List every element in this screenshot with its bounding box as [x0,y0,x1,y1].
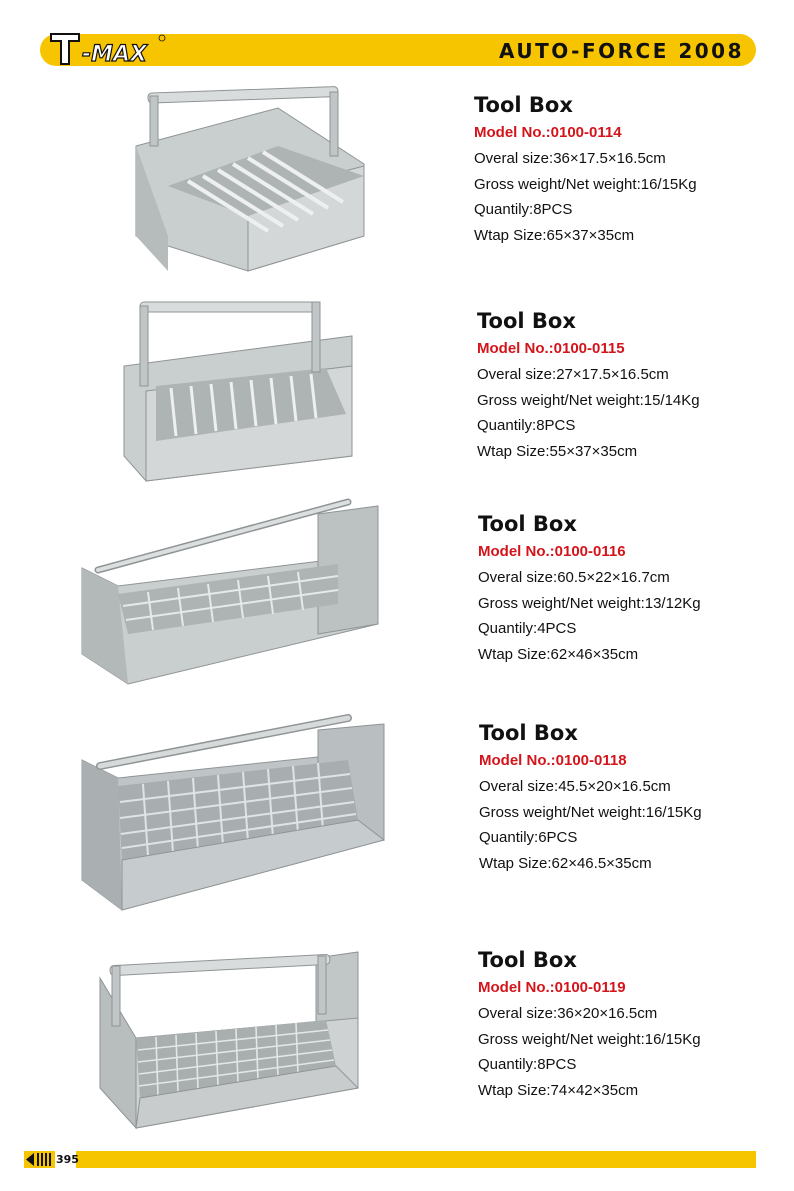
spec-wrap-size: Wtap Size:62×46.5×35cm [479,854,652,872]
spec-overall-size: Overal size:45.5×20×16.5cm [479,778,671,795]
product-title: Tool Box [478,948,577,972]
spec-weight: Gross weight/Net weight:16/15Kg [478,1030,701,1048]
tool-box-image [78,710,388,916]
spec-weight: Gross weight/Net weight:15/14Kg [477,391,700,409]
spec-quantity: Quantily:8PCS [478,1056,577,1073]
spec-quantity: Quantily:6PCS [479,829,578,846]
spec-wrap-size: Wtap Size:55×37×35cm [477,442,638,460]
product-info [479,721,779,876]
product-info [477,309,777,464]
spec-overall-size: Overal size:36×17.5×16.5cm [474,150,666,167]
spec-overall-size: Overal size:60.5×22×16.7cm [478,569,670,586]
product-info [478,512,778,667]
tool-box-image [96,938,366,1130]
product-title: Tool Box [474,93,573,117]
spec-weight: Gross weight/Net weight:16/15Kg [479,803,702,821]
tool-box-image [128,86,368,276]
spec-quantity: Quantily:4PCS [478,620,577,637]
spec-weight: Gross weight/Net weight:13/12Kg [478,594,701,612]
spec-wrap-size: Wtap Size:62×46×35cm [478,645,639,663]
spec-overall-size: Overal size:27×17.5×16.5cm [477,366,669,383]
brand-logo [46,29,186,69]
model-number: Model No.:0100-0114 [474,124,622,141]
spec-quantity: Quantily:8PCS [477,417,576,434]
tool-box-image [116,296,360,486]
spec-weight: Gross weight/Net weight:16/15Kg [474,175,697,193]
product-title: Tool Box [478,512,577,536]
product-info [474,93,774,248]
svg-text:-MAX: -MAX [82,42,148,67]
spec-wrap-size: Wtap Size:74×42×35cm [478,1081,639,1099]
page-number: 395 [56,1153,79,1166]
tool-box-image [78,494,382,694]
model-number: Model No.:0100-0116 [478,543,626,560]
spec-quantity: Quantily:8PCS [474,201,573,218]
model-number: Model No.:0100-0118 [479,752,627,769]
product-info [478,948,778,1103]
product-title: Tool Box [479,721,578,745]
footer-bar [76,1151,756,1168]
spec-wrap-size: Wtap Size:65×37×35cm [474,226,635,244]
model-number: Model No.:0100-0115 [477,340,625,357]
catalog-headline: AUTO-FORCE 2008 [499,39,744,63]
model-number: Model No.:0100-0119 [478,979,626,996]
spec-overall-size: Overal size:36×20×16.5cm [478,1005,658,1022]
product-title: Tool Box [477,309,576,333]
